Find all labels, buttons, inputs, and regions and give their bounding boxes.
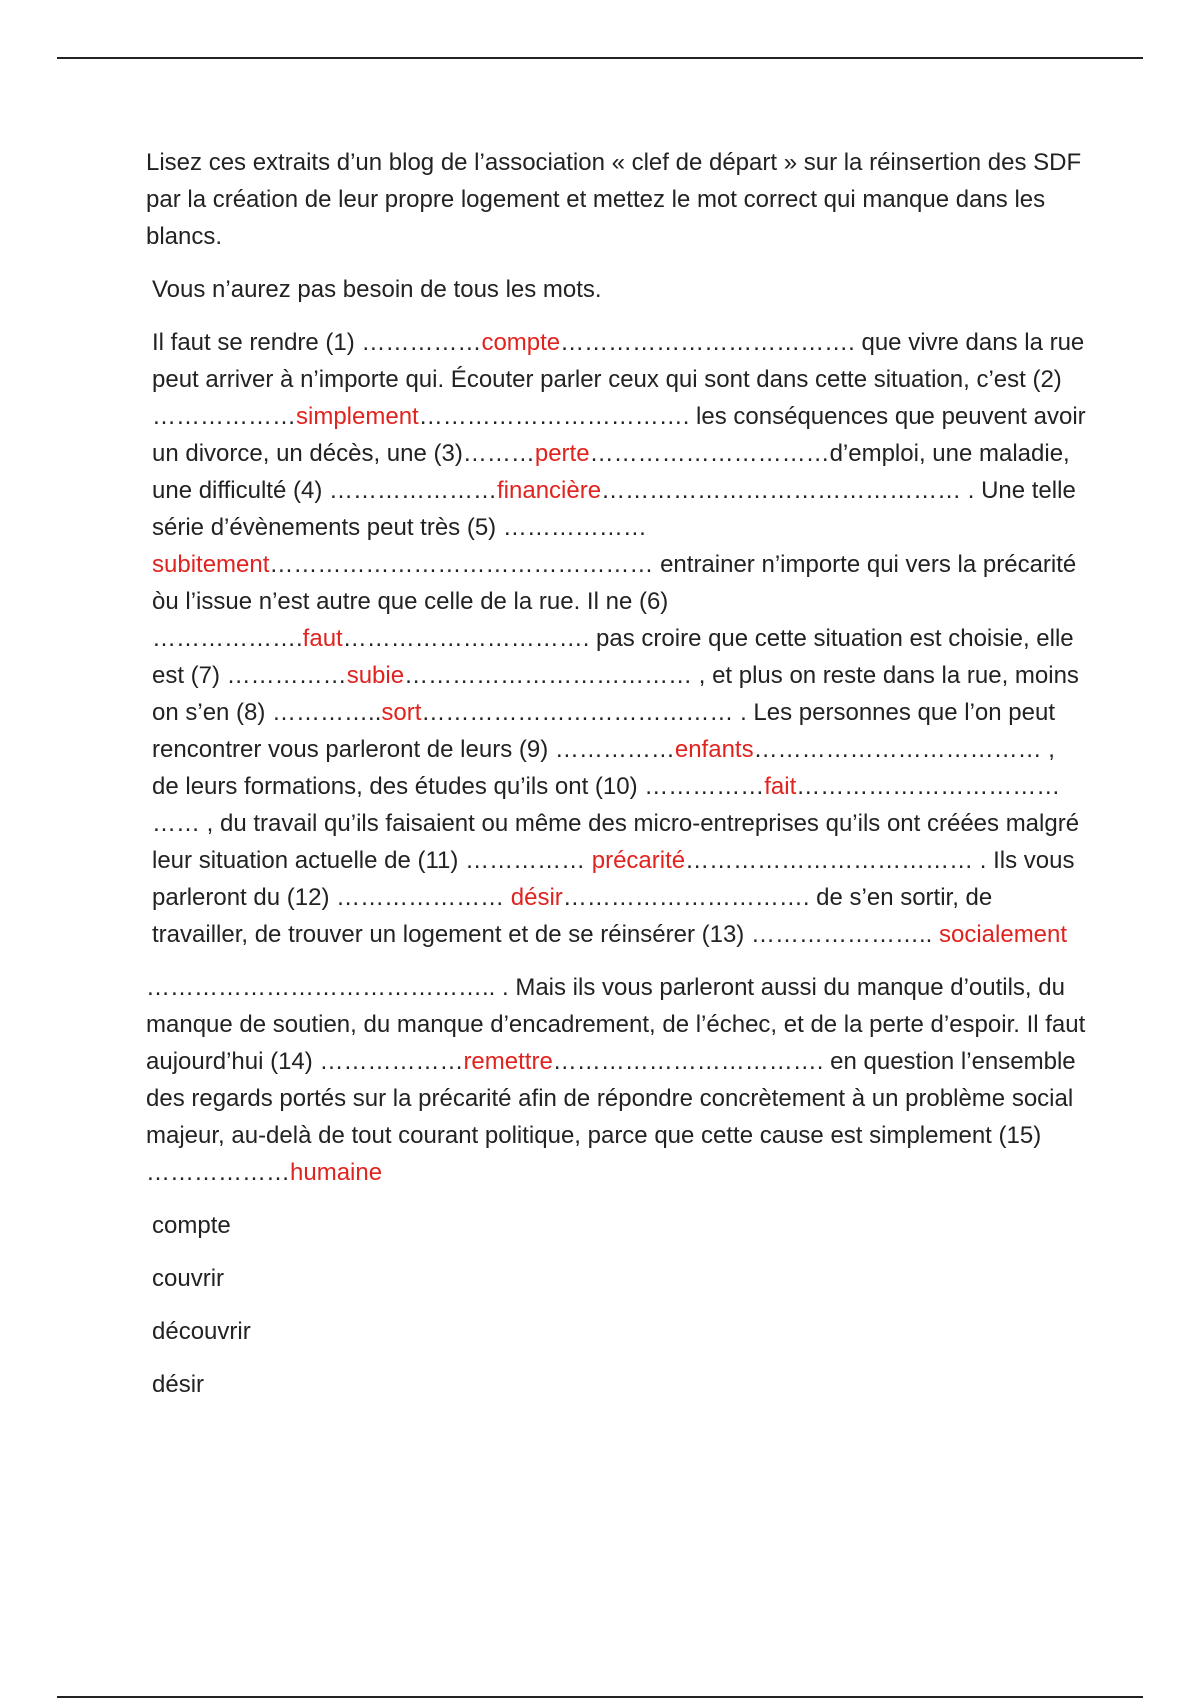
answer-text: simplement	[296, 403, 419, 430]
answer-text: financière	[497, 477, 602, 504]
word-bank-item: couvrir	[152, 1265, 225, 1292]
note-paragraph: Vous n’aurez pas besoin de tous les mots.	[152, 276, 602, 303]
top-rule	[57, 57, 1143, 59]
answer-text: désir	[510, 884, 563, 911]
answer-text: remettre	[463, 1048, 553, 1075]
cloze-passage	[146, 324, 1093, 953]
passage-text: …………………………… …… , du travail qu’ils faisaient ou même des micro-entreprises qu’ils ont créées malgré leur situation actuelle de (11) ……………	[152, 773, 1086, 874]
passage-text: ……………………………… , de leurs formations, des études qu’ils ont (10) ……………	[152, 736, 1062, 800]
word-bank	[146, 1207, 1086, 1403]
passage-text: ……………………………… , et plus on reste dans la rue, moins on s’en (8) …………..	[152, 662, 1086, 726]
passage-text: …………………………………….. . Mais ils vous parleront aussi du manque d’outils, du manque de soutien, du manque d’encadrement, de l’échec, et de la perte d’espoir. Il faut aujourd’hui (14) ………………	[146, 974, 1092, 1075]
answer-text: humaine	[290, 1159, 383, 1186]
document-body	[146, 144, 1093, 1419]
passage-text: ………………………………. que vivre dans la rue peut arriver à n’importe qui. Écouter parler ceux qui sont dans cette situation, c’est (2) ………………	[152, 329, 1091, 430]
bottom-rule	[57, 1696, 1143, 1698]
answer-text: subie	[346, 662, 405, 689]
passage-text: ……………………………. les conséquences que peuvent avoir un divorce, un décès, une (3)………	[152, 403, 1093, 467]
word-bank-item: découvrir	[152, 1318, 251, 1345]
passage-text: …………………………. pas croire que cette situation est choisie, elle est (7) ……………	[152, 625, 1081, 689]
answer-text: précarité	[591, 847, 686, 874]
passage-text: ………………………………………… entrainer n’importe qui vers la précarité òu l’issue n’est autre que celle de la rue. Il ne (6) ……………….	[152, 551, 1083, 652]
passage-text: ……………………………… . Ils vous parleront du (12) …………………	[152, 847, 1082, 911]
passage-text: ……………………………. en question l’ensemble des regards portés sur la précarité afin de répondre concrètement à un problème social majeur, au-delà de tout courant politique, parce que cette cause est simplement (15) ………………	[146, 1048, 1083, 1186]
answer-text: fait	[764, 773, 797, 800]
passage-text: …………………………. de s’en sortir, de travailler, de trouver un logement et de se réinsérer (13) …………………..	[152, 884, 999, 948]
instructions-paragraph: Lisez ces extraits d’un blog de l’association « clef de départ » sur la réinsertion des SDF par la création de leur propre logement et mettez le mot correct qui manque dans les blancs.	[146, 149, 1088, 250]
answer-text: subitement	[152, 551, 270, 578]
passage-text: ……………………………………… . Une telle série d’évènements peut très (5) ………………	[152, 477, 1083, 541]
word-bank-item: désir	[152, 1371, 205, 1398]
answer-text: faut	[302, 625, 343, 652]
passage-text: Il faut se rendre (1) ……………	[152, 329, 482, 356]
word-bank-item: compte	[152, 1212, 231, 1239]
answer-text: compte	[481, 329, 561, 356]
cloze-passage-continued	[146, 969, 1092, 1191]
answer-text: perte	[534, 440, 590, 467]
passage-text: ………………………………… . Les personnes que l’on peut rencontrer vous parleront de leurs (9) ……………	[152, 699, 1062, 763]
answer-text: enfants	[674, 736, 754, 763]
answer-text: socialement	[938, 921, 1068, 948]
passage-text: …………………………d’emploi, une maladie, une difficulté (4) …………………	[152, 440, 1077, 504]
answer-text: sort	[381, 699, 422, 726]
